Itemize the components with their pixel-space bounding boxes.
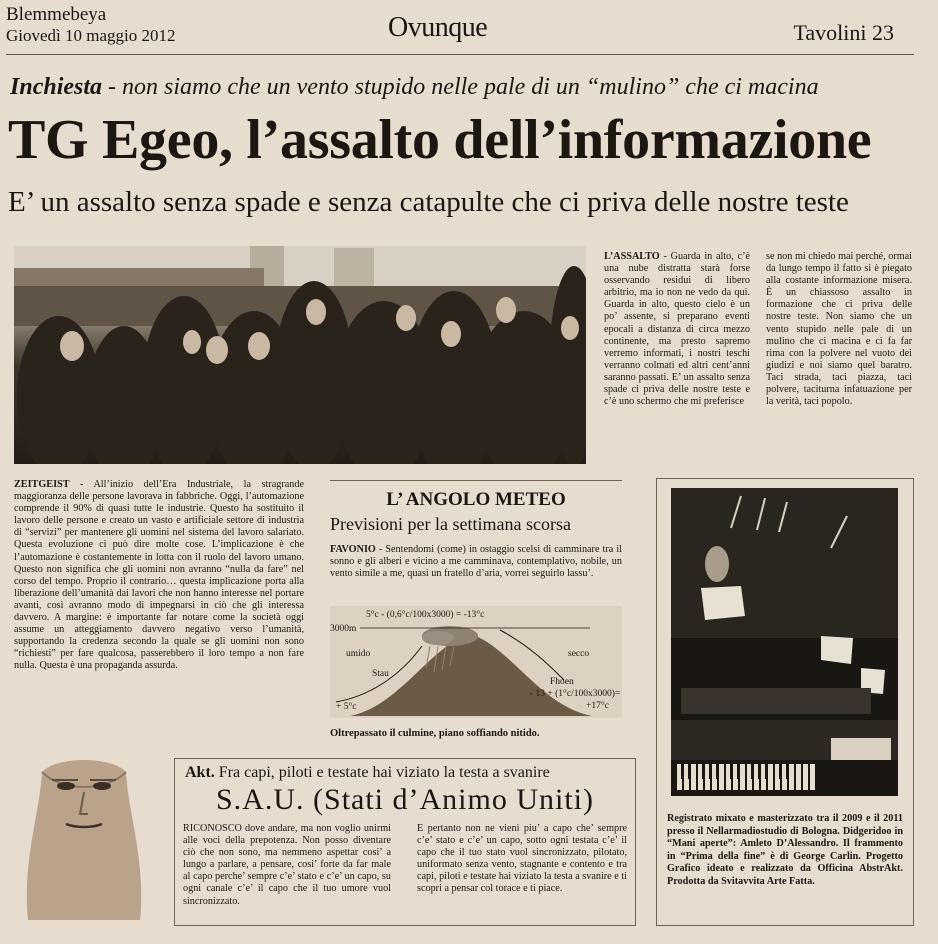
diagram-fhoen-label: Fhoen xyxy=(550,677,574,687)
subheadline: E’ un assalto senza spade e senza catapulte che ci priva delle nostre teste xyxy=(8,186,849,218)
akt-line xyxy=(185,764,550,782)
assalto-column-2: se non mi chiedo mai perché, ormai da lungo tempo il fatto si è piegato alla costante informazione misera. È un chiassoso assalto in formazione che ci priva delle nostre teste. Non siamo che un vento stupido nelle pale di un mulino che ci macina e ci fa far rima con la polvere nel vuoto dei giudizî e noi siamo quel baratro. Taci strada, taci piazza, taci polvere, taciturna infatuazione per la verità, taci popolo. xyxy=(766,251,912,408)
akt-title: S.A.U. (Stati d’Animo Uniti) xyxy=(216,783,594,816)
masthead-date: Giovedì 10 maggio 2012 xyxy=(6,26,176,45)
zeitgeist-article xyxy=(14,479,304,673)
studio-credits: Registrato mixato e masterizzato tra il 2009 e il 2011 presso il Nellarmadiostudio di Bologna. Didgeridoo in “Mani aperte”: Amleto D’Alessandro. Il frammento in “Prima della fine” è di George Carlin. Progetto Grafico ideato e realizzato da Officina AbstrAkt. Prodotta da Svitavvita Arte Fatta. xyxy=(667,813,903,887)
akt-column-1: RICONOSCO dove andare, ma non voglio unirmi alle voci della prepotenza. Non posso diventare ciò che non sono, ma nemmeno aspettar cosi’ a lungo a parlare, a pensare, cosi’ forte da far male al capo perche’ sempre c’e’ stato e c’e’ un capo, su ogni canale c’e’ il capo che il tuo umore vuol sincronizzato. xyxy=(183,823,391,907)
headline: TG Egeo, l’assalto dell’informazione xyxy=(8,109,872,171)
zeitgeist-text: - All’inizio dell’Era Industriale, la stragrande maggioranza delle persone lavorava in fabbriche. Oggi, l’automazione comprende il 90% di quasi tutte le industrie. Questo ha sostituito il lavoro delle persone e creato un vasto e artificiale settore di industria di “servizi” per mantenere gli uomini nel sistema del lavoro salariato. Questa evoluzione ci può dire molte cose. L’implicazione è che l’automazione è costantemente in lotta con il ruolo del lavoro umano. Questo non significa che gli uomini non avranno “nulla da fare” nel corso del tempo. Proprio il contrario… questa implicazione porta alla liberazione dell’umanità dai lavori che non hanno interesse nel portare avanti, così avranno modo di impegnarsi in ciò che gli interessa davvero. A margine: è importante far notare come la società oggi assume un atteggiamento davvero negativo verso l’umanità, supportando la credenza secondo la quale se gli uomini non sono “richiesti” per fare qualcosa, passerebbero il loro tempo a non fare nulla. Questa è una propaganda assurda. xyxy=(14,479,304,672)
kicker-text: - non siamo che un vento stupido nelle pale di un “mulino” che ci macina xyxy=(102,74,819,100)
meteo-caption: Oltrepassato il culmine, piano soffiando nitido. xyxy=(330,728,540,739)
assalto-text-1: - Guarda in alto, c’è una nube distratta starà forse osservando residui di libero arbitrio, ma io non ne vedo da qui. Guarda in alto, questo cielo è un po’ assente, si preparano eventi epocali a distanza di circa mezzo continente, ma presto sapremo verremo informati, i nostri teschi verranno colmati ed altri cent’anni saranno passati. E’ un assalto senza spade ci priva delle nostre teste e c’è uno schermo che mi preferisce xyxy=(604,251,750,408)
meteo-label: FAVONIO xyxy=(330,544,376,555)
diagram-formula-right: - 13 + (1°c/100x3000)= xyxy=(530,689,621,699)
akt-label: Akt. xyxy=(185,764,215,781)
diagram-temp-right: +17°c xyxy=(586,701,609,711)
kicker-label: Inchiesta xyxy=(10,74,103,100)
akt-line-text: Fra capi, piloti e testate hai viziato la testa a svanire xyxy=(214,764,550,781)
diagram-umido-label: umido xyxy=(346,649,371,659)
meteo-text xyxy=(330,544,622,580)
akt-box xyxy=(174,758,636,926)
assalto-column-1 xyxy=(604,251,750,408)
zeitgeist-label: ZEITGEIST xyxy=(14,479,70,490)
meteo-body: - Sentendomi (come) in ostaggio scelsi di camminare tra il sonno e gli alberi e vicino a me camminava, contemplativo, nobile, un vento simile a me, quasi un fratello d’aria, vorrei seguirlo lassu’. xyxy=(330,544,622,580)
diagram-altitude-label: 3000m xyxy=(330,624,357,634)
newspaper-name: Ovunque xyxy=(388,12,488,43)
studio-box xyxy=(656,478,914,926)
akt-column-2: E pertanto non ne vieni piu’ a capo che’ sempre c’e’ stato e c’e’ un capo, sotto ogni testata c’e’ il capo che il tuo stato vuol sincronizzato, pilotato, uniformato senza vento, stagnante e contento e tra capi, piloti e testate hai viziato la testa a svanire e ti scopri a pensar col torace e ti piace. xyxy=(417,823,627,895)
kicker xyxy=(10,74,819,101)
studio-photo xyxy=(671,488,898,796)
masthead-section: Tavolini 23 xyxy=(793,20,894,45)
face-illustration xyxy=(22,752,146,929)
meteo-box xyxy=(330,480,622,745)
masthead-left xyxy=(6,4,176,46)
diagram-stau-label: Stau xyxy=(372,669,389,679)
crowd-photo xyxy=(14,246,586,464)
foehn-diagram xyxy=(330,606,622,723)
masthead-city: Blemmebeya xyxy=(6,4,107,25)
diagram-temp-left: + 5°c xyxy=(336,702,357,712)
diagram-formula-top: 5°c - (0,6°c/100x3000) = -13°c xyxy=(366,610,485,620)
meteo-subtitle: Previsioni per la settimana scorsa xyxy=(330,514,571,534)
masthead-rule xyxy=(6,54,914,55)
diagram-secco-label: secco xyxy=(568,649,590,659)
meteo-title: L’ ANGOLO METEO xyxy=(386,489,566,510)
assalto-label: L’ASSALTO xyxy=(604,251,660,262)
